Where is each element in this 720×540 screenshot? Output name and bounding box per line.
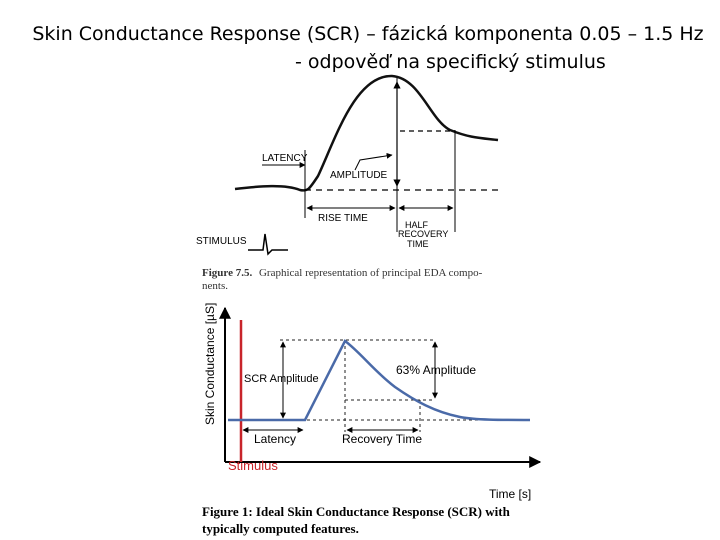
x-axis-label: Time [s] [489, 487, 532, 501]
amp63-label: 63% Amplitude [396, 363, 477, 377]
recovery-time-label: Recovery Time [342, 432, 423, 446]
amplitude-pointer [355, 155, 392, 170]
latency-label: Latency [254, 432, 297, 446]
stimulus-pulse [248, 234, 288, 254]
caption-fig1-line1: Figure 1: Ideal Skin Conductance Response (SCR) with [202, 504, 510, 519]
label-time: TIME [407, 239, 429, 249]
scr-amplitude-label: SCR Amplitude [244, 373, 319, 385]
caption-fig75-line2: nents. [202, 280, 228, 292]
label-amplitude: AMPLITUDE [330, 170, 388, 181]
stimulus-label: Stimulus [228, 458, 278, 473]
label-latency: LATENCY [262, 153, 308, 164]
y-axis-label: Skin Conductance [µS] [203, 302, 217, 425]
caption-fig1-line2: typically computed features. [202, 521, 359, 536]
slide-title-line1: Skin Conductance Response (SCR) – fázická komponenta 0.05 – 1.5 Hz [32, 23, 704, 45]
label-half: HALF [405, 220, 429, 230]
label-rise-time: RISE TIME [318, 213, 368, 224]
caption-fig75-bold: Figure 7.5. [202, 267, 253, 279]
figure-ideal-scr [202, 303, 540, 536]
figure-eda-components [196, 76, 500, 292]
caption-fig75-text: Graphical representation of principal EDA compo- [258, 267, 483, 279]
label-stimulus: STIMULUS [196, 236, 247, 247]
slide-title-line2: - odpověď na specifický stimulus [295, 51, 606, 73]
label-recovery: RECOVERY [398, 229, 449, 239]
caption-fig75 [202, 267, 483, 279]
